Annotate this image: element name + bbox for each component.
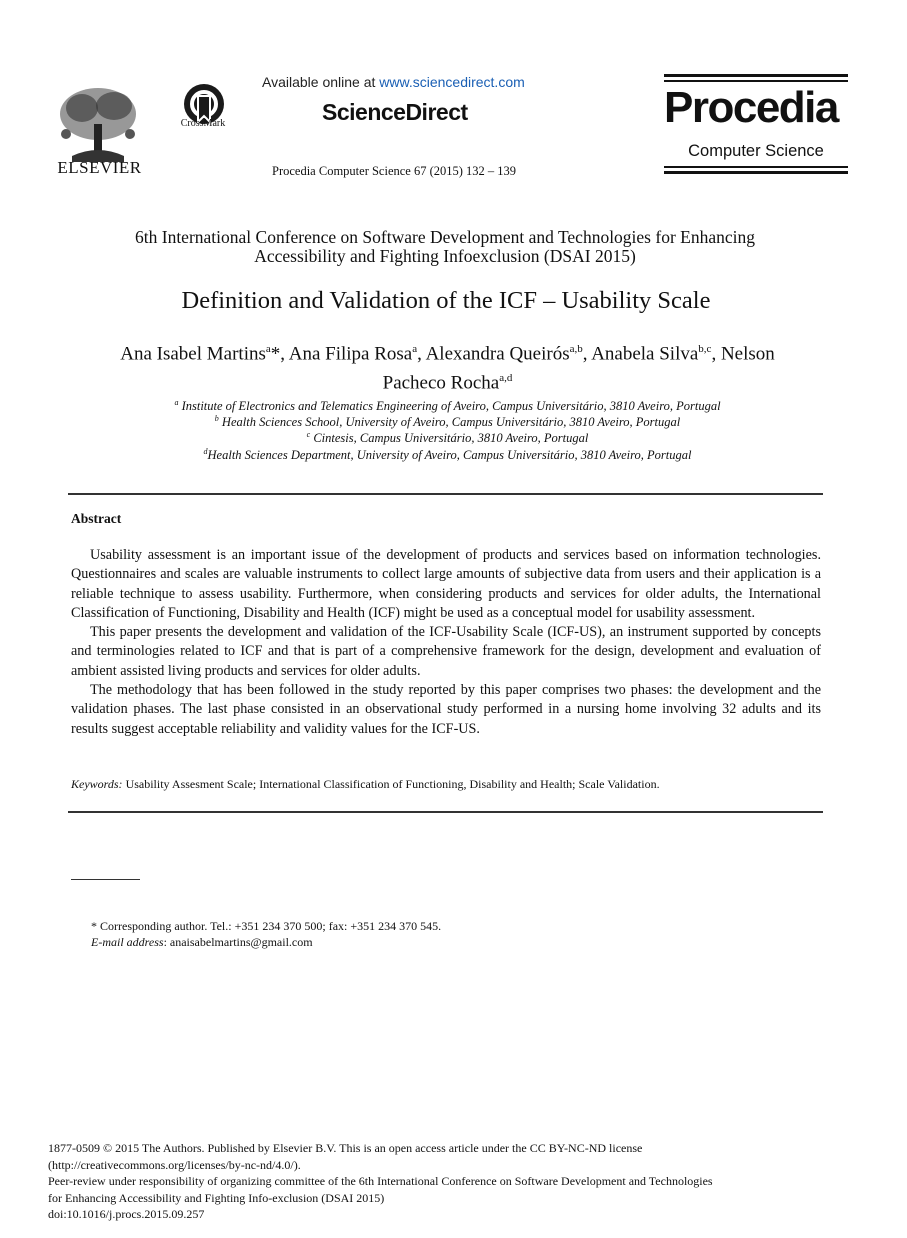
- abstract-heading: Abstract: [71, 511, 122, 526]
- keywords: Keywords: Usability Assesment Scale; International Classification of Functioning, Disability and Health; Scale Validation.: [71, 777, 660, 791]
- abstract-paragraph: This paper presents the development and validation of the ICF-Usability Scale (ICF-US), an instrument supported by concepts and terminologies related to ICF and that is part of a comprehensive framework for the design, development and evaluation of ambient assisted living products and services for older adults.: [71, 624, 821, 679]
- corresponding-author-note: * Corresponding author. Tel.: +351 234 370 500; fax: +351 234 370 545.: [91, 919, 442, 933]
- footnote-rule: [71, 879, 140, 880]
- copyright-footer: 1877-0509 © 2015 The Authors. Published by Elsevier B.V. This is an open access article under the CC BY-NC-ND license (http://creativecommons.org/licenses/by-nc-nd/4.0/). Peer-review under responsibility of organizing committee of the 6th International Conference on Software Development and Technologies for Enhancing Accessibility and Fighting Info-exclusion (DSAI 2015) doi:10.1016/j.procs.2015.09.257: [48, 1140, 808, 1223]
- author: Ana Isabel Martins: [120, 343, 266, 365]
- abstract-divider-bottom: [68, 811, 823, 813]
- author: Pacheco Rocha: [382, 372, 500, 394]
- procedia-rule-bottom-inner: [664, 166, 848, 168]
- email-address[interactable]: : anaisabelmartins@gmail.com: [163, 935, 313, 949]
- procedia-rule-top-inner: [664, 80, 848, 82]
- procedia-logo-subtitle: Computer Science: [688, 142, 824, 160]
- procedia-rule-bottom: [664, 171, 848, 174]
- license-link[interactable]: (http://creativecommons.org/licenses/by-nc-nd/4.0/).: [48, 1157, 301, 1172]
- crossmark-label: CrossMark: [180, 118, 226, 129]
- abstract-divider-top: [68, 493, 823, 495]
- author: Anabela Silva: [591, 343, 699, 365]
- journal-citation: Procedia Computer Science 67 (2015) 132 – 139: [272, 164, 517, 178]
- paper-title: Definition and Validation of the ICF – Usability Scale: [181, 287, 711, 314]
- doi[interactable]: doi:10.1016/j.procs.2015.09.257: [48, 1207, 205, 1221]
- abstract-paragraph: The methodology that has been followed in the study reported by this paper comprises two phases: the development and the validation phases. The last phase consisted in an observational study performed in a nursing home involving 32 adults and its results suggest acceptable reliability and validity values for the ICF-US.: [71, 682, 821, 737]
- author-list: Ana Isabel Martins$^a$*, Ana Filipa Rosa$^a$, Alexandra Queirós$^{a,b}$, Anabela Silva$^{b,c}$, Nelson Pacheco Rocha$^{a,d}$: [120, 343, 775, 394]
- abstract-body: [71, 546, 821, 739]
- author: Alexandra Queirós: [425, 343, 570, 365]
- sciencedirect-link[interactable]: www.sciencedirect.com: [379, 74, 525, 90]
- available-online-text: Available online at www.sciencedirect.com: [262, 74, 525, 90]
- procedia-rule-top: [664, 74, 848, 77]
- affiliation: $^b$ Health Sciences School, University of Aveiro, Campus Universitário, 3810 Aveiro, Portugal: [214, 414, 681, 430]
- conference-name: 6th International Conference on Software Development and Technologies for Enhancing Accessibility and Fighting Infoexclusion (DSAI 2015): [135, 227, 755, 266]
- sciencedirect-brand: ScienceDirect: [322, 99, 468, 125]
- elsevier-wordmark: ELSEVIER: [57, 158, 142, 177]
- author: Ana Filipa Rosa: [288, 343, 413, 365]
- affiliation: $^c$ Cintesis, Campus Universitário, 3810 Aveiro, Portugal: [306, 430, 589, 446]
- affiliation: $^a$ Institute of Electronics and Telematics Engineering of Aveiro, Campus Universitário, 3810 Aveiro, Portugal: [174, 398, 721, 414]
- affiliation: $^d$Health Sciences Department, University of Aveiro, Campus Universitário, 3810 Aveiro, Portugal: [203, 447, 692, 463]
- procedia-logo-title: Procedia: [664, 83, 838, 132]
- email-note: E-mail address: anaisabelmartins@gmail.com: [91, 935, 313, 949]
- abstract-paragraph: Usability assessment is an important issue of the development of products and services based on information technologies. Questionnaires and scales are valuable instruments to collect large amounts of subjective data from users and their application is a reliable technique to assess usability. Furthermore, when considering products and services for older adults, the International Classification of Functioning, Disability and Health (ICF) might be used as a conceptual model for usability assessment.: [71, 547, 821, 621]
